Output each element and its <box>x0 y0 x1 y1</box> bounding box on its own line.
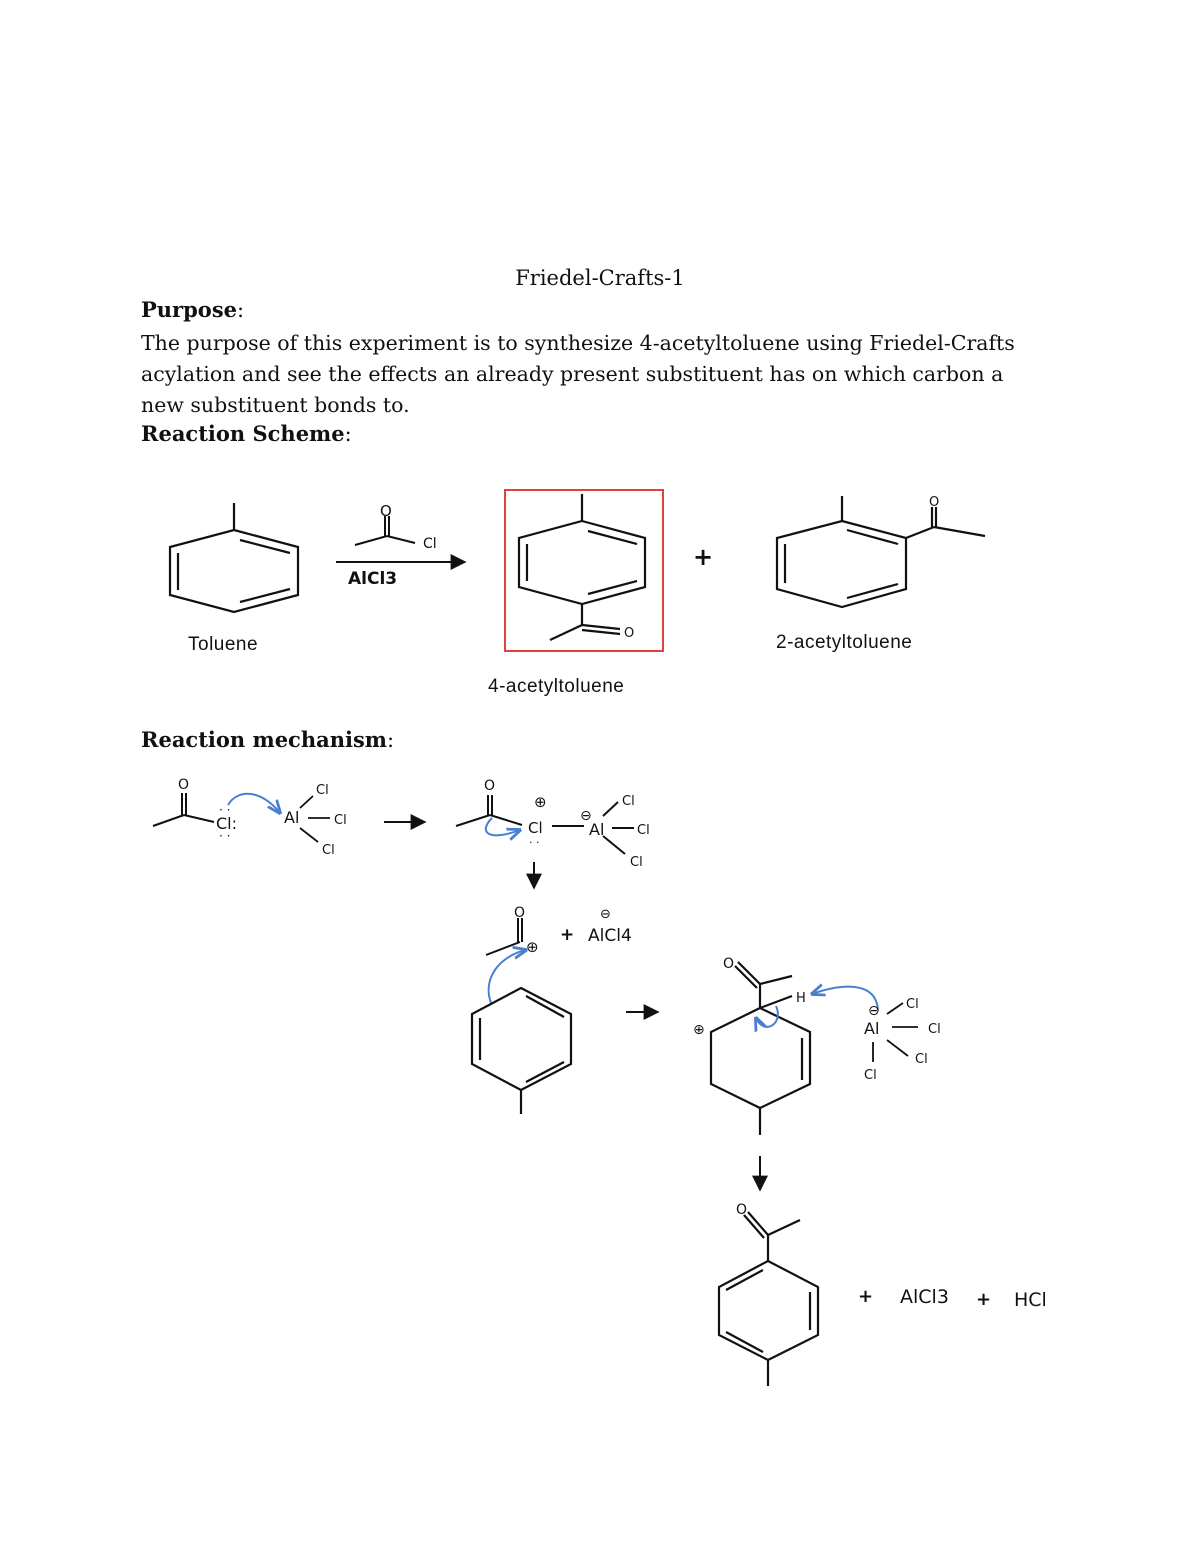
step4-cl-lower: Cl <box>915 1052 928 1067</box>
final-plus-1: + <box>858 1286 874 1307</box>
step4-sigma-complex <box>711 962 810 1135</box>
step1-lone-pair-dots-top: · · <box>219 803 231 817</box>
step2-lone-pair-dots: · · <box>529 836 540 849</box>
reagent-oxygen: O <box>380 502 392 520</box>
step2-minus-charge: ⊖ <box>580 808 592 824</box>
step1-electron-arrow <box>228 794 280 813</box>
step1-cl-bottom: Cl <box>322 843 335 858</box>
step1-cl-top: Cl <box>316 783 329 798</box>
step2-oxygen: O <box>484 778 496 794</box>
final-4-acetyltoluene <box>719 1212 818 1386</box>
final-oxygen: O <box>736 1202 748 1218</box>
step2-cl-right: Cl <box>637 823 650 838</box>
step4-cl-right: Cl <box>928 1022 941 1037</box>
catalyst-label: AlCl3 <box>348 569 398 589</box>
step1-chlorine-lone-pairs: Cl: <box>216 814 238 833</box>
step1-lone-pair-dots-bottom: · · <box>219 829 231 843</box>
final-hcl: HCl <box>1014 1289 1047 1311</box>
step3-plus-charge: ⊕ <box>526 938 539 956</box>
step4-plus-charge: ⊕ <box>693 1022 705 1038</box>
step2-electron-arrow <box>486 818 520 835</box>
step1-cl-right: Cl <box>334 813 347 828</box>
step2-plus-charge: ⊕ <box>534 793 547 811</box>
step1-oxygen: O <box>178 777 190 793</box>
step3-alcl4: AlCl4 <box>588 926 632 946</box>
step4-minus-charge: ⊖ <box>868 1003 880 1019</box>
2-acetyltoluene-structure <box>777 496 985 607</box>
major-product-highlight-box <box>505 490 663 651</box>
4-acetyltoluene-structure <box>519 494 645 640</box>
reagent-chlorine: Cl <box>423 536 437 552</box>
purpose-heading: Purpose: <box>141 297 245 322</box>
step3-acylium-ion <box>486 918 522 955</box>
document-title: Friedel-Crafts-1 <box>515 266 685 290</box>
step2-chlorine: Cl <box>528 819 543 837</box>
plus-sign: + <box>693 543 714 571</box>
step2-cl-bottom: Cl <box>630 855 643 870</box>
step4-aluminum: Al <box>864 1019 880 1038</box>
ortho-product-oxygen: O <box>929 495 940 510</box>
step4-oxygen: O <box>723 956 735 972</box>
purpose-paragraph: The purpose of this experiment is to synthesize 4-acetyltoluene using Friedel-Crafts acylation and see the effects an already present substituent has on which carbon a new substituent bonds to. <box>141 331 1015 417</box>
product-oxygen: O <box>624 626 635 641</box>
step4-cl-top: Cl <box>906 997 919 1012</box>
step1-aluminum: Al <box>284 808 300 827</box>
step4-cl-bottom: Cl <box>864 1068 877 1083</box>
step4-hydrogen: H <box>796 991 806 1006</box>
acetyl-chloride-reagent <box>355 516 415 545</box>
step2-cl-top: Cl <box>622 794 635 809</box>
toluene-structure <box>170 503 298 612</box>
toluene-label: Toluene <box>188 634 259 655</box>
mechanism-step1-acetyl-chloride <box>153 793 214 826</box>
step2-aluminum: Al <box>589 820 605 839</box>
reaction-scheme-heading: Reaction Scheme: <box>141 421 352 446</box>
2-acetyltoluene-label: 2-acetyltoluene <box>776 632 913 653</box>
final-alcl3: AlCl3 <box>900 1286 949 1308</box>
4-acetyltoluene-label: 4-acetyltoluene <box>488 676 625 697</box>
reaction-mechanism-heading: Reaction mechanism: <box>141 727 395 752</box>
step3-plus-sign: + <box>560 925 575 945</box>
step3-minus-charge: ⊖ <box>600 907 611 922</box>
step3-toluene-ring <box>472 988 571 1114</box>
step3-oxygen: O <box>514 905 526 921</box>
final-plus-2: + <box>976 1289 992 1310</box>
